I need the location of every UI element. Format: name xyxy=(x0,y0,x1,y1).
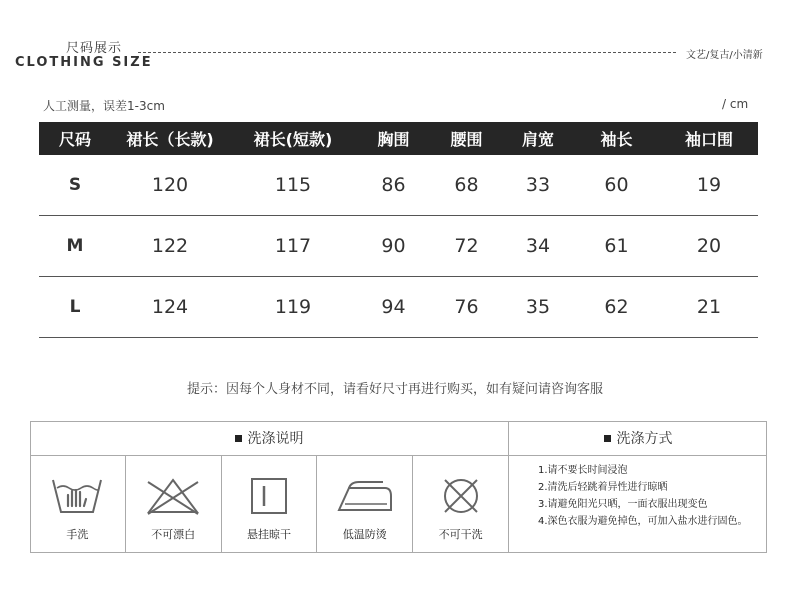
col-header: 裙长（长款) xyxy=(111,122,229,155)
table-cell: 72 xyxy=(430,216,503,277)
unit-label: / cm xyxy=(722,97,749,111)
list-item: 3.请避免阳光只晒，一面衣服出现变色 xyxy=(538,499,708,510)
table-cell: 115 xyxy=(229,155,357,216)
col-header: 袖长 xyxy=(573,122,660,155)
table-row xyxy=(39,277,758,338)
care-icon-cell xyxy=(30,456,126,553)
table-cell: 61 xyxy=(573,216,660,277)
care-methods-title: 洗涤方式 xyxy=(616,431,673,447)
table-cell: 86 xyxy=(357,155,430,216)
size-table xyxy=(39,122,758,338)
no-bleach-icon xyxy=(144,476,202,516)
size-cell: M xyxy=(39,216,111,277)
square-bullet-icon xyxy=(235,435,242,442)
care-methods-header xyxy=(509,421,767,456)
table-cell: 119 xyxy=(229,277,357,338)
table-cell: 76 xyxy=(430,277,503,338)
table-cell: 94 xyxy=(357,277,430,338)
care-instructions-header xyxy=(30,421,509,456)
care-instructions-title: 洗涤说明 xyxy=(247,431,304,447)
low-iron-icon xyxy=(335,476,395,516)
table-cell: 117 xyxy=(229,216,357,277)
care-icon-cell xyxy=(413,456,509,553)
section-title-cn: 尺码展示 xyxy=(66,41,123,56)
list-item: 1.请不要长时间浸泡 xyxy=(538,465,628,476)
care-icon-label: 低温防烫 xyxy=(342,528,387,541)
table-cell: 21 xyxy=(660,277,758,338)
table-row xyxy=(39,216,758,277)
col-header: 肩宽 xyxy=(503,122,573,155)
list-item: 2.清洗后轻跳着异性进行晾晒 xyxy=(538,482,668,493)
care-icon-label: 不可干洗 xyxy=(438,528,483,541)
col-header: 裙长(短款) xyxy=(229,122,357,155)
table-row xyxy=(39,155,758,216)
square-bullet-icon xyxy=(604,435,611,442)
no-dry-clean-icon xyxy=(438,476,484,516)
table-cell: 120 xyxy=(111,155,229,216)
care-icons-row xyxy=(30,456,509,553)
hand-wash-icon xyxy=(50,476,104,516)
list-item: 4.深色衣服为避免掉色，可加入盐水进行固色。 xyxy=(538,516,748,527)
table-cell: 90 xyxy=(357,216,430,277)
measurement-note: 人工测量，误差1-3cm xyxy=(43,99,165,113)
care-icon-cell xyxy=(126,456,222,553)
care-icon-cell xyxy=(222,456,318,553)
section-title-en: CLOTHING SIZE xyxy=(15,55,153,70)
col-header: 尺码 xyxy=(39,122,111,155)
table-cell: 122 xyxy=(111,216,229,277)
table-cell: 19 xyxy=(660,155,758,216)
col-header: 袖口围 xyxy=(660,122,758,155)
care-icon-cell xyxy=(317,456,413,553)
care-icon-label: 不可漂白 xyxy=(151,528,196,541)
care-icon-label: 手洗 xyxy=(66,528,89,541)
table-header-row xyxy=(39,122,758,155)
col-header: 腰围 xyxy=(430,122,503,155)
care-icon-label: 悬挂晾干 xyxy=(246,528,291,541)
hang-dry-icon xyxy=(249,476,289,516)
size-cell: S xyxy=(39,155,111,216)
table-cell: 124 xyxy=(111,277,229,338)
table-cell: 68 xyxy=(430,155,503,216)
size-tip: 提示：因每个人身材不同，请看好尺寸再进行购买，如有疑问请咨询客服 xyxy=(186,382,603,397)
table-cell: 33 xyxy=(503,155,573,216)
table-cell: 35 xyxy=(503,277,573,338)
table-cell: 20 xyxy=(660,216,758,277)
header-divider xyxy=(138,52,676,53)
table-cell: 62 xyxy=(573,277,660,338)
size-cell: L xyxy=(39,277,111,338)
table-cell: 60 xyxy=(573,155,660,216)
care-methods-list xyxy=(538,462,763,530)
table-cell: 34 xyxy=(503,216,573,277)
col-header: 胸围 xyxy=(357,122,430,155)
style-tags: 文艺/复古/小清新 xyxy=(686,50,763,61)
